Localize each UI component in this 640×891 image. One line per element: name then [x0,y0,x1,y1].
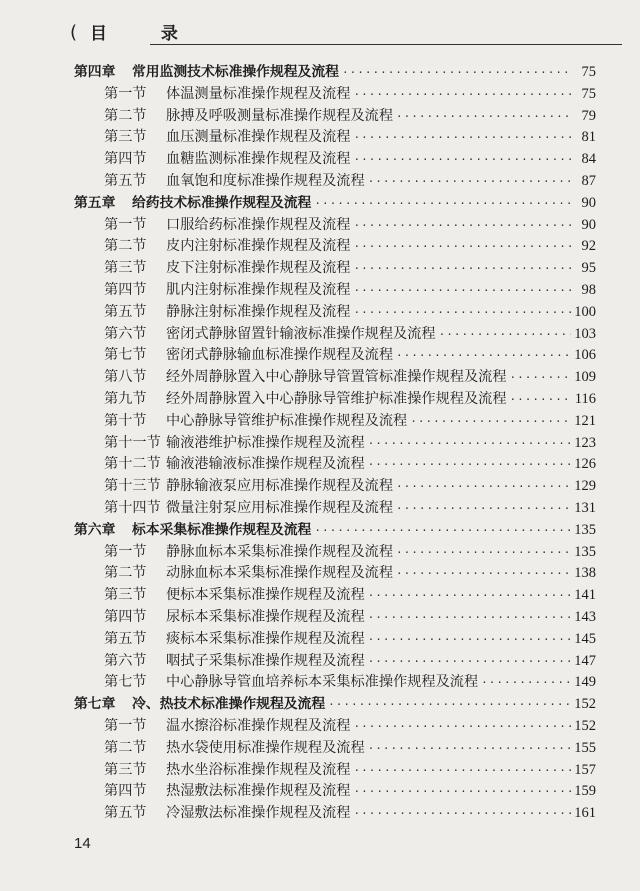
entry-label: 第七节 [104,347,147,364]
dot-leader [396,345,571,367]
entry-title: 肌内注射标准操作规程及流程 [166,281,351,298]
entry-label: 第六节 [104,325,147,342]
entry-page-number: 152 [574,696,596,713]
entry-label: 第七节 [104,674,147,691]
dot-leader [342,62,571,84]
entry-label: 第二节 [104,565,147,582]
toc-section-entry[interactable] [74,716,596,738]
toc-section-entry[interactable] [74,454,596,476]
toc-chapter-entry[interactable] [74,694,596,716]
dot-leader [353,781,571,803]
dot-leader [396,498,571,520]
entry-label: 第一节 [104,216,147,233]
entry-page-number: 143 [574,608,596,625]
entry-page-number: 135 [574,543,596,560]
entry-page-number: 141 [574,587,596,604]
entry-title: 标本采集标准操作规程及流程 [132,521,312,538]
toc-section-entry[interactable] [74,215,596,237]
toc-section-entry[interactable] [74,585,596,607]
toc-section-entry[interactable] [74,367,596,389]
dot-leader [353,236,571,258]
entry-page-number: 81 [581,129,596,146]
entry-title: 脉搏及呼吸测量标准操作规程及流程 [166,107,394,124]
entry-title: 经外周静脉置入中心静脉导管维护标准操作规程及流程 [166,390,507,407]
entry-title: 微量注射泵应用标准操作规程及流程 [166,499,394,516]
toc-section-entry[interactable] [74,236,596,258]
entry-label: 第一节 [104,717,147,734]
entry-label: 第三节 [104,129,147,146]
page-header [70,16,622,46]
entry-page-number: 92 [581,238,596,255]
toc-section-entry[interactable] [74,106,596,128]
entry-label: 第四节 [104,151,147,168]
entry-page-number: 149 [574,674,596,691]
entry-label: 第二节 [104,739,147,756]
dot-leader [353,84,571,106]
dot-leader [353,803,571,825]
dot-leader [481,672,571,694]
toc-section-entry[interactable] [74,324,596,346]
entry-page-number: 106 [574,347,596,364]
entry-title: 热湿敷法标准操作规程及流程 [166,783,351,800]
entry-page-number: 131 [574,499,596,516]
entry-label: 第七章 [74,696,116,713]
entry-label: 第六节 [104,652,147,669]
entry-title: 痰标本采集标准操作规程及流程 [166,630,365,647]
dot-leader [368,433,571,455]
toc-section-entry[interactable] [74,629,596,651]
header-bracket: ( [70,22,78,43]
entry-title: 静脉输液泵应用标准操作规程及流程 [166,478,394,495]
entry-page-number: 129 [574,478,596,495]
dot-leader [353,149,571,171]
entry-label: 第二节 [104,107,147,124]
entry-label: 第一节 [104,85,147,102]
entry-page-number: 161 [574,805,596,822]
toc-section-entry[interactable] [74,781,596,803]
entry-page-number: 90 [581,216,596,233]
dot-leader [396,476,571,498]
entry-label: 第十二节 [104,456,161,473]
toc-section-entry[interactable] [74,607,596,629]
entry-page-number: 87 [581,172,596,189]
toc-section-entry[interactable] [74,542,596,564]
entry-page-number: 126 [574,456,596,473]
toc-section-entry[interactable] [74,803,596,825]
toc-chapter-entry[interactable] [74,520,596,542]
dot-leader [353,716,571,738]
entry-title: 冷、热技术标准操作规程及流程 [132,696,326,713]
entry-title: 密闭式静脉输血标准操作规程及流程 [166,347,394,364]
entry-page-number: 135 [574,521,596,538]
entry-page-number: 103 [574,325,596,342]
dot-leader [396,542,571,564]
entry-page-number: 123 [574,434,596,451]
entry-page-number: 90 [581,194,596,211]
entry-label: 第一节 [104,543,147,560]
toc-section-entry[interactable] [74,738,596,760]
page-title: 目 录 [90,24,202,44]
entry-page-number: 159 [574,783,596,800]
entry-page-number: 95 [581,260,596,277]
dot-leader [368,171,571,193]
entry-label: 第三节 [104,260,147,277]
entry-title: 经外周静脉置入中心静脉导管置管标准操作规程及流程 [166,369,507,386]
dot-leader [396,563,571,585]
entry-title: 皮内注射标准操作规程及流程 [166,238,351,255]
toc-section-entry[interactable] [74,127,596,149]
toc-section-entry[interactable] [74,433,596,455]
entry-label: 第三节 [104,761,147,778]
entry-label: 第五节 [104,630,147,647]
toc-chapter-entry[interactable] [74,193,596,215]
entry-title: 血糖监测标准操作规程及流程 [166,151,351,168]
entry-label: 第二节 [104,238,147,255]
toc-section-entry[interactable] [74,498,596,520]
entry-label: 第十三节 [104,478,161,495]
toc-section-entry[interactable] [74,651,596,673]
entry-page-number: 155 [574,739,596,756]
dot-leader [353,127,571,149]
entry-label: 第五节 [104,303,147,320]
entry-label: 第三节 [104,587,147,604]
entry-title: 体温测量标准操作规程及流程 [166,85,351,102]
dot-leader [368,454,571,476]
entry-page-number: 116 [574,390,596,407]
page-number: 14 [74,835,91,852]
entry-title: 静脉注射标准操作规程及流程 [166,303,351,320]
dot-leader [368,738,571,760]
entry-title: 给药技术标准操作规程及流程 [132,194,312,211]
toc-section-entry[interactable] [74,411,596,433]
dot-leader [314,193,571,215]
entry-title: 热水坐浴标准操作规程及流程 [166,761,351,778]
entry-page-number: 147 [574,652,596,669]
toc-section-entry[interactable] [74,258,596,280]
toc-section-entry[interactable] [74,760,596,782]
entry-label: 第四节 [104,608,147,625]
entry-title: 温水擦浴标准操作规程及流程 [166,717,351,734]
entry-page-number: 75 [581,64,596,80]
dot-leader [353,258,571,280]
dot-leader [410,411,571,433]
toc-section-entry[interactable] [74,345,596,367]
entry-page-number: 138 [574,565,596,582]
toc-section-entry[interactable] [74,302,596,324]
entry-title: 皮下注射标准操作规程及流程 [166,260,351,277]
entry-title: 尿标本采集标准操作规程及流程 [166,608,365,625]
entry-page-number: 157 [574,761,596,778]
entry-label: 第十一节 [104,434,161,451]
toc-section-entry[interactable] [74,171,596,193]
dot-leader [368,607,571,629]
toc-section-entry[interactable] [74,149,596,171]
entry-label: 第六章 [74,521,116,538]
entry-page-number: 79 [581,107,596,124]
entry-label: 第四节 [104,281,147,298]
entry-page-number: 152 [574,717,596,734]
header-rule [150,44,622,45]
entry-title: 静脉血标本采集标准操作规程及流程 [166,543,394,560]
dot-leader [368,651,571,673]
toc-section-entry[interactable] [74,84,596,106]
entry-title: 血压测量标准操作规程及流程 [166,129,351,146]
dot-leader [510,389,571,411]
entry-title: 冷湿敷法标准操作规程及流程 [166,805,351,822]
table-of-contents [74,62,596,825]
entry-page-number: 84 [581,151,596,168]
dot-leader [353,215,571,237]
toc-section-entry[interactable] [74,672,596,694]
entry-title: 输液港维护标准操作规程及流程 [166,434,365,451]
entry-page-number: 145 [574,630,596,647]
entry-page-number: 109 [574,369,596,386]
entry-title: 常用监测技术标准操作规程及流程 [132,64,339,80]
toc-section-entry[interactable] [74,280,596,302]
dot-leader [439,324,571,346]
toc-section-entry[interactable] [74,389,596,411]
entry-page-number: 121 [574,412,596,429]
toc-section-entry[interactable] [74,563,596,585]
dot-leader [353,760,571,782]
entry-title: 中心静脉导管血培养标本采集标准操作规程及流程 [166,674,479,691]
entry-title: 中心静脉导管维护标准操作规程及流程 [166,412,408,429]
dot-leader [328,694,571,716]
dot-leader [510,367,571,389]
toc-section-entry[interactable] [74,476,596,498]
entry-title: 血氧饱和度标准操作规程及流程 [166,172,365,189]
entry-label: 第五节 [104,805,147,822]
entry-label: 第十四节 [104,499,161,516]
entry-title: 热水袋使用标准操作规程及流程 [166,739,365,756]
entry-label: 第八节 [104,369,147,386]
entry-label: 第四章 [74,64,116,80]
entry-title: 动脉血标本采集标准操作规程及流程 [166,565,394,582]
entry-label: 第九节 [104,390,147,407]
entry-title: 咽拭子采集标准操作规程及流程 [166,652,365,669]
dot-leader [396,106,571,128]
entry-title: 密闭式静脉留置针输液标准操作规程及流程 [166,325,436,342]
entry-label: 第四节 [104,783,147,800]
toc-chapter-entry[interactable] [74,62,596,84]
entry-page-number: 100 [574,303,596,320]
entry-page-number: 98 [581,281,596,298]
dot-leader [314,520,571,542]
dot-leader [353,302,571,324]
entry-title: 口服给药标准操作规程及流程 [166,216,351,233]
entry-title: 输液港输液标准操作规程及流程 [166,456,365,473]
entry-title: 便标本采集标准操作规程及流程 [166,587,365,604]
entry-label: 第十节 [104,412,147,429]
entry-page-number: 75 [581,85,596,102]
entry-label: 第五节 [104,172,147,189]
dot-leader [368,629,571,651]
dot-leader [353,280,571,302]
entry-label: 第五章 [74,194,116,211]
dot-leader [368,585,571,607]
